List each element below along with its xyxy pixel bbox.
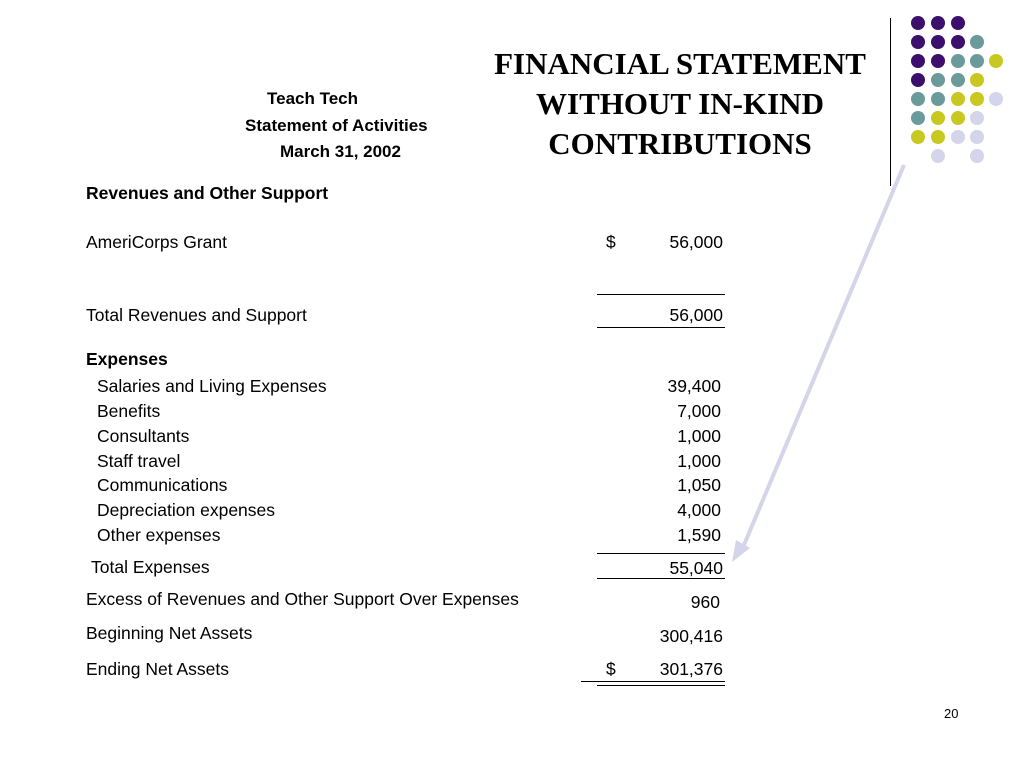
expense-item-label: Communications: [97, 475, 228, 495]
grant-label: AmeriCorps Grant: [86, 232, 228, 252]
expense-item-value: 1,000: [677, 451, 721, 471]
slide-title-line-1: FINANCIAL STATEMENT: [494, 46, 866, 81]
ending-net-assets-label: Ending Net Assets: [86, 659, 229, 679]
grant-value: 56,000: [669, 232, 723, 252]
total-revenues-value: 56,000: [669, 305, 723, 325]
expense-item-label: Depreciation expenses: [97, 500, 276, 520]
statement-org: Teach Tech: [267, 89, 359, 108]
excess-label: Excess of Revenues and Other Support Over Expenses: [86, 589, 519, 609]
total-expenses-value: 55,040: [669, 558, 723, 578]
beginning-net-assets-label: Beginning Net Assets: [86, 623, 253, 643]
revenues-heading: Revenues and Other Support: [86, 183, 329, 203]
page-number: 20: [944, 706, 959, 721]
expense-item-value: 7,000: [677, 401, 721, 421]
expense-item-label: Consultants: [97, 426, 190, 446]
callout-arrow-head: [732, 540, 750, 562]
excess-value: 960: [690, 592, 720, 612]
ending-currency: $: [606, 659, 616, 679]
expenses-heading: Expenses: [86, 349, 168, 369]
callout-arrow-line: [741, 165, 904, 552]
statement-date: March 31, 2002: [280, 142, 401, 161]
total-expenses-label: Total Expenses: [91, 557, 210, 577]
expense-item-label: Other expenses: [97, 525, 221, 545]
slide-title-line-3: CONTRIBUTIONS: [548, 126, 812, 161]
slide-title-line-2: WITHOUT IN-KIND: [536, 86, 824, 121]
expense-item-value: 1,590: [677, 525, 721, 545]
expense-item-label: Staff travel: [97, 451, 181, 471]
grant-currency: $: [606, 232, 616, 252]
total-revenues-label: Total Revenues and Support: [86, 305, 307, 325]
ending-net-assets-value: 301,376: [659, 659, 723, 679]
expense-item-label: Benefits: [97, 401, 161, 421]
expense-item-value: 1,050: [677, 475, 721, 495]
expense-item-value: 1,000: [677, 426, 721, 446]
beginning-net-assets-value: 300,416: [659, 626, 723, 646]
expense-item-value: 4,000: [677, 500, 721, 520]
statement-name: Statement of Activities: [245, 116, 428, 135]
expense-item-value: 39,400: [667, 376, 721, 396]
expense-item-label: Salaries and Living Expenses: [97, 376, 327, 396]
